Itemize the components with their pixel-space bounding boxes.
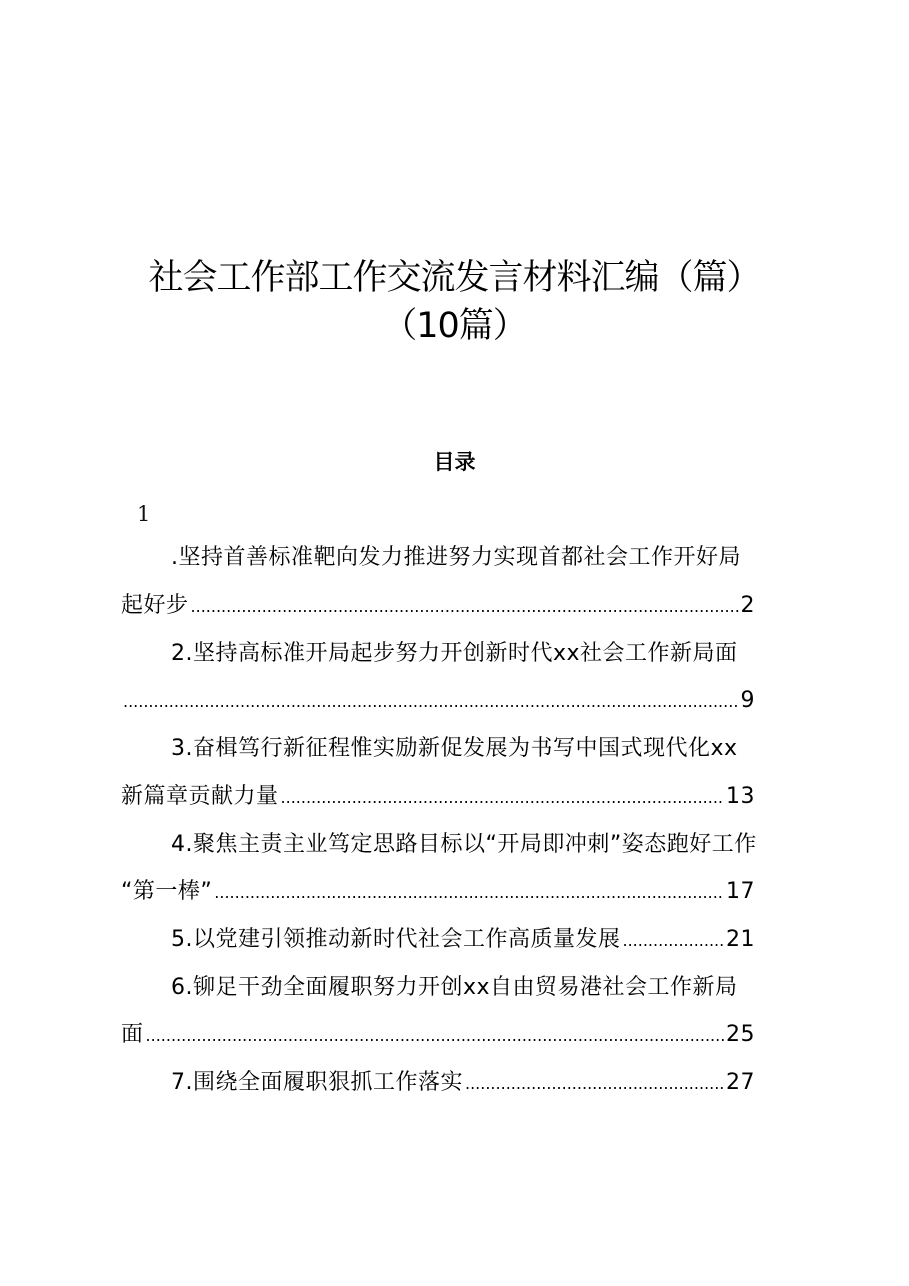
- toc-entry-title: 6.铆足干劲全面履职努力开创xx自由贸易港社会工作新局: [171, 975, 738, 1000]
- toc-entry-1-line-1[interactable]: [171, 540, 797, 576]
- toc-entry-title: 5.以党建引领推动新时代社会工作高质量发展: [171, 927, 621, 952]
- toc-entry-title-cont: 面: [121, 1022, 144, 1047]
- toc-entry-title: 2.坚持高标准开局起步努力开创新时代xx社会工作新局面: [171, 641, 738, 666]
- toc-entry-title: 7.围绕全面履职狠抓工作落实: [171, 1070, 463, 1095]
- dot-leader: [146, 1018, 724, 1054]
- document-title-line-2: （10篇）: [382, 306, 527, 346]
- toc-entry-title: 3.奋楫笃行新征程惟实励新促发展为书写中国式现代化xx: [171, 736, 738, 761]
- toc-entry-1-line-2[interactable]: [121, 588, 797, 624]
- toc-entry-page: 2: [740, 593, 755, 618]
- toc-entry-3-line-2[interactable]: [121, 779, 797, 815]
- toc-lone-number: 1: [137, 502, 151, 526]
- dot-leader: [281, 780, 724, 816]
- dot-leader: [623, 923, 725, 959]
- toc-heading: 目录: [433, 449, 476, 474]
- toc-entry-6-line-1[interactable]: [171, 970, 797, 1006]
- toc-entry-title: .坚持首善标准靶向发力推进努力实现首都社会工作开好局: [171, 545, 741, 570]
- toc-entry-title-cont: 新篇章贡献力量: [121, 784, 279, 809]
- toc-entry-4-line-2[interactable]: [121, 874, 797, 910]
- toc-entry-3-line-1[interactable]: [171, 731, 797, 767]
- toc-entry-2-line-2[interactable]: [121, 683, 797, 719]
- toc-entry-page: 17: [726, 879, 755, 904]
- toc-entry-page: 27: [726, 1070, 755, 1095]
- toc-entry-page: 13: [726, 784, 755, 809]
- toc-entry-4-line-1[interactable]: [171, 827, 797, 863]
- toc-entry-page: 25: [726, 1022, 755, 1047]
- toc-entry-title: 4.聚焦主责主业笃定思路目标以“开局即冲刺”姿态跑好工作: [171, 832, 757, 857]
- toc-entry-5[interactable]: [171, 922, 797, 958]
- toc-entry-7[interactable]: [171, 1065, 797, 1101]
- toc-entry-title-cont: 起好步: [121, 593, 189, 618]
- dot-leader: [191, 589, 739, 625]
- dot-leader: [214, 875, 724, 911]
- document-title-line-1: 社会工作部工作交流发言材料汇编（篇）: [148, 258, 761, 298]
- toc-entry-page: 21: [726, 927, 755, 952]
- dot-leader: [123, 684, 739, 720]
- dot-leader: [465, 1066, 724, 1102]
- toc-entry-6-line-2[interactable]: [121, 1017, 797, 1053]
- toc-entry-title-cont: “第一棒”: [121, 879, 213, 904]
- toc-entry-2-line-1[interactable]: [171, 636, 797, 672]
- toc-entry-page: 9: [740, 688, 755, 713]
